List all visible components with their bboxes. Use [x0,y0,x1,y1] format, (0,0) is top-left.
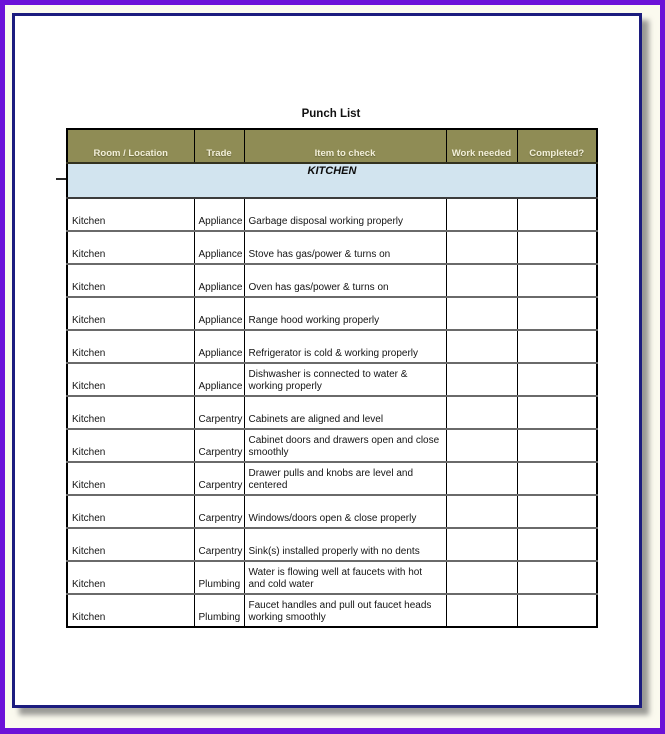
table-row [67,495,597,528]
section-row-kitchen [67,163,597,198]
cell-work-needed [446,363,517,396]
cell-item: Refrigerator is cold & working properly [244,330,446,363]
table-row [67,528,597,561]
cell-completed [517,231,597,264]
cell-item: Stove has gas/power & turns on [244,231,446,264]
cell-item: Range hood working properly [244,297,446,330]
table-row [67,297,597,330]
cell-item: Garbage disposal working properly [244,198,446,231]
cell-room: Kitchen [67,396,194,429]
page-title: Punch List [301,108,361,120]
cell-trade: Plumbing [194,561,244,594]
cell-trade: Appliance [194,198,244,231]
table-row [67,330,597,363]
cell-work-needed [446,396,517,429]
column-header-work-needed: Work needed [446,129,517,163]
cell-completed [517,528,597,561]
cell-completed [517,363,597,396]
cell-trade: Plumbing [194,594,244,627]
table-row [67,231,597,264]
cell-trade: Appliance [194,330,244,363]
table-row [67,396,597,429]
cell-item: Dishwasher is connected to water & working properly [244,363,446,396]
table-row [67,363,597,396]
table-row [67,462,597,495]
table-row [67,198,597,231]
cell-completed [517,495,597,528]
cell-work-needed [446,462,517,495]
cell-item: Cabinet doors and drawers open and close smoothly [244,429,446,462]
cell-work-needed [446,429,517,462]
cell-room: Kitchen [67,528,194,561]
cell-completed [517,462,597,495]
cell-trade: Carpentry [194,429,244,462]
cell-trade: Appliance [194,297,244,330]
cell-item: Faucet handles and pull out faucet heads working smoothly [244,594,446,627]
header-row [67,129,597,163]
cell-room: Kitchen [67,462,194,495]
cell-work-needed [446,264,517,297]
table-row [67,594,597,627]
cell-room: Kitchen [67,297,194,330]
cell-work-needed [446,594,517,627]
column-header-trade: Trade [194,129,244,163]
cell-room: Kitchen [67,198,194,231]
cell-completed [517,297,597,330]
cell-work-needed [446,231,517,264]
cell-room: Kitchen [67,429,194,462]
column-header-completed: Completed? [517,129,597,163]
table-row [67,429,597,462]
table-header [67,129,597,198]
table-row [67,264,597,297]
column-header-room-location: Room / Location [67,129,194,163]
cell-trade: Appliance [194,231,244,264]
cell-work-needed [446,561,517,594]
cell-completed [517,594,597,627]
section-header-label: KITCHEN [67,163,597,198]
cell-trade: Carpentry [194,495,244,528]
cell-room: Kitchen [67,264,194,297]
cell-item: Sink(s) installed properly with no dents [244,528,446,561]
cell-work-needed [446,495,517,528]
cell-work-needed [446,297,517,330]
cell-room: Kitchen [67,231,194,264]
cell-trade: Carpentry [194,396,244,429]
cell-trade: Appliance [194,264,244,297]
punch-list-table [66,128,598,628]
cell-work-needed [446,528,517,561]
cell-item: Windows/doors open & close properly [244,495,446,528]
document-page [12,13,642,708]
cell-work-needed [446,198,517,231]
cell-completed [517,561,597,594]
cell-trade: Carpentry [194,462,244,495]
cell-room: Kitchen [67,495,194,528]
cell-room: Kitchen [72,611,106,623]
cell-item: Cabinets are aligned and level [244,396,446,429]
cell-completed [517,396,597,429]
cell-completed [517,330,597,363]
cell-completed [517,264,597,297]
cell-room: Kitchen [67,363,194,396]
cell-trade: Carpentry [194,528,244,561]
table-row [67,561,597,594]
cell-room: Kitchen [67,561,194,594]
cell-item: Oven has gas/power & turns on [244,264,446,297]
cell-item: Water is flowing well at faucets with hot and cold water [244,561,446,594]
cell-trade: Appliance [194,363,244,396]
column-header-item-to-check: Item to check [244,129,446,163]
cell-completed [517,429,597,462]
table-body [67,198,597,627]
cell-room: Kitchen [67,330,194,363]
cell-work-needed [446,330,517,363]
cell-item: Drawer pulls and knobs are level and centered [244,462,446,495]
cell-completed [517,198,597,231]
